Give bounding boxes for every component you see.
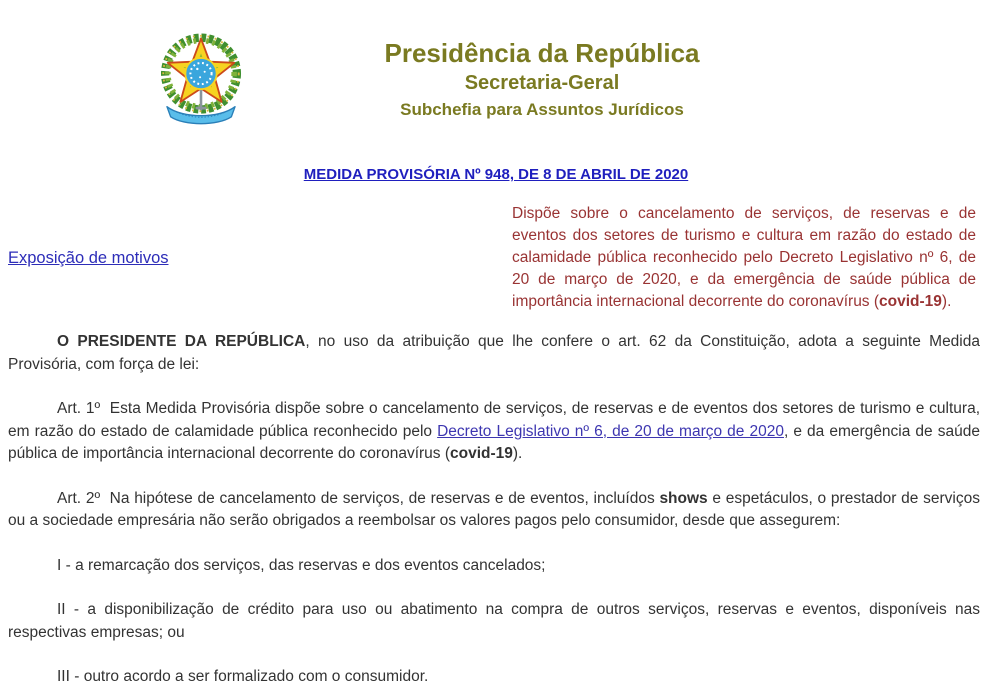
header [155, 30, 837, 130]
ementa-row [0, 203, 992, 313]
text-segment: Dispõe sobre o cancelamento de serviços, de reservas e de eventos dos setores de turismo e cultura em razão do estado de calamidade pública reconhecido pelo Decreto Legislativo nº 6, de 20 de março de 2020, e da emergência de saúde pública de importância internacional decorrente do coronavírus ( [512, 205, 976, 310]
paragraph-art-2 [8, 488, 980, 533]
text-segment: ). [941, 293, 952, 310]
paragraph-item-3 [8, 666, 980, 689]
motives-cell [0, 249, 512, 268]
text-segment: I - a remarcação dos serviços, das reservas e dos eventos cancelados; [57, 556, 546, 574]
motives-link[interactable]: Exposição de motivos [8, 248, 169, 267]
brazil-coat-of-arms-icon [155, 30, 247, 130]
text-segment: , e da emergência de saúde pública de importância internacional decorrente do coronavírus ( [8, 422, 980, 462]
text-segment: Art. 1º Esta Medida Provisória dispõe sobre o cancelamento de serviços, de reservas e de eventos dos setores de turismo e cultura, em razão do estado de calamidade pública reconhecido pelo [8, 400, 980, 440]
header-subchefia: Subchefia para Assuntos Jurídicos [400, 100, 684, 119]
header-text-block [247, 30, 837, 120]
text-segment: covid-19 [450, 445, 513, 462]
header-title: Presidência da República [384, 38, 700, 68]
text-segment: II - a disponibilização de crédito para uso ou abatimento na compra de outros serviços, reservas e eventos, disponíveis nas respectivas empresas; ou [8, 601, 980, 641]
text-segment: covid-19 [879, 293, 942, 310]
document-page [0, 30, 992, 683]
paragraph-art-1 [8, 398, 980, 466]
header-subtitle: Secretaria-Geral [464, 72, 620, 94]
text-segment: , no uso da atribuição que lhe confere o art. 62 da Constituição, adota a seguinte Medida Provisória, com força de lei: [8, 333, 980, 373]
text-segment: O PRESIDENTE DA REPÚBLICA [57, 333, 306, 350]
document-title-link[interactable]: MEDIDA PROVISÓRIA Nº 948, DE 8 DE ABRIL DE 2020 [303, 166, 689, 183]
text-segment: e espetáculos, o prestador de serviços ou a sociedade empresária não serão obrigados a reembolsar os valores pagos pelo consumidor, desde que assegurem: [8, 489, 980, 529]
text-segment: ). [512, 445, 523, 462]
text-segment: Art. 2º Na hipótese de cancelamento de serviços, de reservas e de eventos, incluídos [57, 489, 660, 507]
paragraph-preamble [8, 331, 980, 376]
ementa-text [512, 203, 976, 313]
paragraph-item-1 [8, 555, 980, 578]
paragraph-item-2 [8, 599, 980, 644]
document-body [8, 331, 980, 689]
text-segment: shows [659, 489, 708, 507]
text-segment: III - outro acordo a ser formalizado com o consumidor. [57, 668, 429, 685]
inline-link[interactable]: Decreto Legislativo nº 6, de 20 de março de 2020 [437, 422, 784, 440]
document-title [0, 166, 992, 183]
